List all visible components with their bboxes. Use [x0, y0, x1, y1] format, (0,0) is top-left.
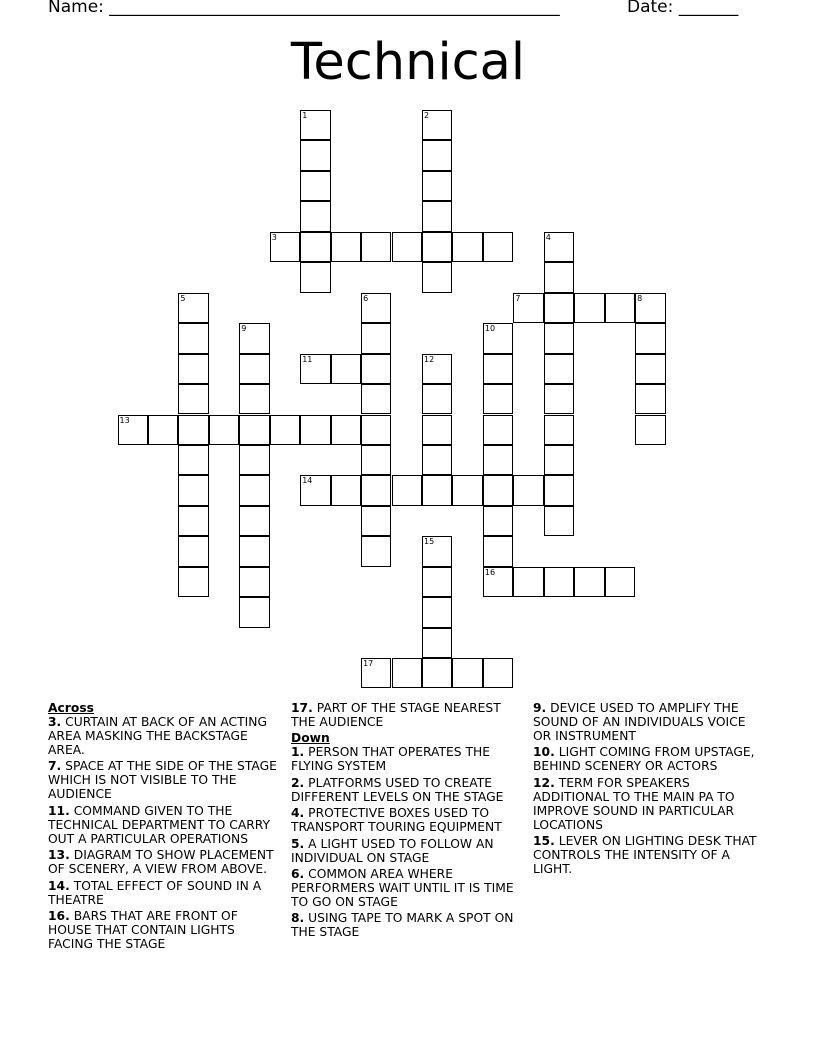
grid-cell[interactable]	[239, 536, 269, 566]
grid-cell[interactable]	[178, 354, 208, 384]
grid-cell[interactable]	[422, 658, 452, 688]
clue-item	[291, 745, 523, 773]
cell-number: 16	[484, 567, 496, 577]
clue-number: 17.	[291, 701, 313, 715]
grid-cell[interactable]	[483, 567, 513, 597]
grid-cell[interactable]	[239, 354, 269, 384]
grid-cell[interactable]	[544, 323, 574, 353]
grid-cell[interactable]	[178, 384, 208, 414]
clue-item	[48, 715, 280, 757]
clue-text: PERSON THAT OPERATES THE FLYING SYSTEM	[291, 745, 491, 774]
grid-cell[interactable]	[544, 415, 574, 445]
grid-cell[interactable]	[178, 415, 208, 445]
grid-cell[interactable]	[483, 506, 513, 536]
clue-number: 6.	[291, 866, 305, 881]
grid-cell[interactable]	[178, 323, 208, 353]
clue-item	[533, 834, 765, 876]
grid-cell[interactable]	[118, 415, 148, 445]
grid-cell[interactable]	[544, 384, 574, 414]
grid-cell[interactable]	[452, 475, 482, 505]
grid-cell[interactable]	[544, 567, 574, 597]
clue-text: TOTAL EFFECT OF SOUND IN A THEATRE	[48, 878, 262, 907]
grid-cell[interactable]	[422, 536, 452, 566]
grid-cell[interactable]	[300, 415, 330, 445]
grid-cell[interactable]	[452, 232, 482, 262]
grid-cell[interactable]	[331, 475, 361, 505]
cell-number: 17	[363, 659, 374, 669]
grid-cell[interactable]	[239, 384, 269, 414]
cell-number: 2	[424, 111, 430, 120]
clue-text: LIGHT COMING FROM UPSTAGE, BEHIND SCENERY OR ACTORS	[533, 745, 755, 774]
grid-cell[interactable]	[178, 506, 208, 536]
clue-number: 10.	[533, 745, 555, 760]
cell-number: 15	[424, 537, 435, 547]
clue-text: PART OF THE STAGE NEAREST THE AUDIENCE	[291, 701, 501, 729]
grid-cell[interactable]	[178, 293, 208, 323]
grid-cell[interactable]	[178, 536, 208, 566]
grid-cell[interactable]	[483, 384, 513, 414]
clue-number: 9.	[533, 701, 547, 715]
clue-number: 13.	[48, 848, 70, 863]
grid-cell[interactable]	[635, 415, 665, 445]
grid-cell[interactable]	[574, 567, 604, 597]
grid-cell[interactable]	[422, 597, 452, 627]
clue-item	[291, 701, 523, 729]
grid-cell[interactable]	[361, 415, 391, 445]
grid-cell[interactable]	[483, 232, 513, 262]
clue-text: PROTECTIVE BOXES USED TO TRANSPORT TOURING EQUIPMENT	[291, 806, 502, 835]
grid-cell[interactable]	[270, 232, 300, 262]
grid-cell[interactable]	[239, 567, 269, 597]
grid-cell[interactable]	[300, 171, 330, 201]
clue-text: LEVER ON LIGHTING DESK THAT CONTROLS THE INTENSITY OF A LIGHT.	[533, 834, 757, 877]
grid-cell[interactable]	[392, 475, 422, 505]
grid-cell[interactable]	[635, 323, 665, 353]
clue-column-3	[533, 701, 765, 879]
clue-number: 8.	[291, 911, 305, 926]
cell-number: 5	[180, 293, 186, 303]
clue-item	[48, 804, 280, 846]
grid-cell[interactable]	[361, 658, 391, 688]
grid-cell[interactable]	[300, 110, 330, 140]
clue-text: COMMAND GIVEN TO THE TECHNICAL DEPARTMENT TO CARRY OUT A PARTICULAR OPERATIONS	[48, 803, 271, 846]
grid-cell[interactable]	[513, 567, 543, 597]
grid-cell[interactable]	[209, 415, 239, 445]
clue-number: 5.	[291, 836, 305, 851]
grid-cell[interactable]	[331, 354, 361, 384]
grid-cell[interactable]	[544, 445, 574, 475]
grid-cell[interactable]	[422, 110, 452, 140]
grid-cell[interactable]	[544, 232, 574, 262]
grid-cell[interactable]	[270, 415, 300, 445]
grid-cell[interactable]	[422, 232, 452, 262]
grid-cell[interactable]	[178, 475, 208, 505]
clue-text: A LIGHT USED TO FOLLOW AN INDIVIDUAL ON STAGE	[291, 836, 494, 865]
clue-number: 15.	[533, 834, 555, 849]
grid-cell[interactable]	[544, 262, 574, 292]
grid-cell[interactable]	[422, 354, 452, 384]
grid-cell[interactable]	[361, 293, 391, 323]
page-title: Technical	[290, 33, 526, 92]
clue-text: COMMON AREA WHERE PERFORMERS WAIT UNTIL IT IS TIME TO GO ON STAGE	[291, 866, 514, 909]
cell-number: 13	[119, 415, 130, 425]
grid-cell[interactable]	[361, 384, 391, 414]
clue-text: USING TAPE TO MARK A SPOT ON THE STAGE	[291, 911, 514, 940]
clue-number: 11.	[48, 803, 70, 818]
grid-cell[interactable]	[483, 415, 513, 445]
grid-cell[interactable]	[422, 475, 452, 505]
grid-cell[interactable]	[361, 323, 391, 353]
clue-item	[291, 837, 523, 865]
grid-cell[interactable]	[422, 628, 452, 658]
clue-number: 7.	[48, 759, 62, 774]
grid-cell[interactable]	[361, 475, 391, 505]
cell-number: 7	[515, 293, 521, 303]
clue-number: 4.	[291, 806, 305, 821]
grid-cell[interactable]	[422, 384, 452, 414]
grid-cell[interactable]	[422, 262, 452, 292]
clue-item	[48, 879, 280, 907]
grid-cell[interactable]	[513, 293, 543, 323]
grid-cell[interactable]	[544, 293, 574, 323]
grid-cell[interactable]	[300, 354, 330, 384]
cell-number: 14	[302, 476, 313, 486]
clue-text: SPACE AT THE SIDE OF THE STAGE WHICH IS NOT VISIBLE TO THE AUDIENCE	[48, 759, 277, 802]
grid-cell[interactable]	[148, 415, 178, 445]
grid-cell[interactable]	[392, 658, 422, 688]
grid-cell[interactable]	[422, 445, 452, 475]
clue-text: BARS THAT ARE FRONT OF HOUSE THAT CONTAIN LIGHTS FACING THE STAGE	[48, 908, 238, 951]
cell-number: 6	[363, 293, 369, 303]
grid-cell[interactable]	[361, 354, 391, 384]
grid-cell[interactable]	[331, 415, 361, 445]
grid-cell[interactable]	[300, 262, 330, 292]
clue-section-heading: Across	[48, 701, 94, 715]
grid-cell[interactable]	[422, 567, 452, 597]
grid-cell[interactable]	[361, 506, 391, 536]
grid-cell[interactable]	[361, 445, 391, 475]
grid-cell[interactable]	[635, 293, 665, 323]
clue-item	[48, 909, 280, 951]
clue-text: DEVICE USED TO AMPLIFY THE SOUND OF AN INDIVIDUALS VOICE OR INSTRUMENT	[533, 701, 746, 743]
grid-cell[interactable]	[300, 475, 330, 505]
clue-number: 1.	[291, 745, 305, 760]
grid-cell[interactable]	[574, 293, 604, 323]
cell-number: 3	[271, 232, 277, 242]
grid-cell[interactable]	[422, 171, 452, 201]
grid-cell[interactable]	[635, 354, 665, 384]
grid-cell[interactable]	[544, 475, 574, 505]
grid-cell[interactable]	[483, 658, 513, 688]
grid-cell[interactable]	[239, 597, 269, 627]
grid-cell[interactable]	[422, 140, 452, 170]
grid-cell[interactable]	[239, 475, 269, 505]
clue-item	[291, 911, 523, 939]
grid-cell[interactable]	[361, 536, 391, 566]
grid-cell[interactable]	[361, 232, 391, 262]
clue-text: PLATFORMS USED TO CREATE DIFFERENT LEVELS ON THE STAGE	[291, 775, 504, 804]
grid-cell[interactable]	[178, 445, 208, 475]
grid-cell[interactable]	[483, 354, 513, 384]
grid-cell[interactable]	[544, 354, 574, 384]
grid-cell[interactable]	[300, 140, 330, 170]
grid-cell[interactable]	[483, 475, 513, 505]
clue-item	[533, 745, 765, 773]
clue-item	[48, 848, 280, 876]
grid-cell[interactable]	[300, 232, 330, 262]
cell-number: 12	[424, 354, 435, 364]
cell-number: 1	[302, 111, 308, 120]
grid-cell[interactable]	[605, 293, 635, 323]
grid-cell[interactable]	[239, 445, 269, 475]
clue-item	[291, 867, 523, 909]
grid-cell[interactable]	[635, 384, 665, 414]
clue-column-1	[48, 701, 280, 953]
cell-number: 11	[302, 354, 313, 364]
clue-number: 12.	[533, 775, 555, 790]
cell-number: 10	[484, 324, 496, 334]
clue-number: 3.	[48, 715, 62, 729]
grid-cell[interactable]	[605, 567, 635, 597]
grid-cell[interactable]	[422, 201, 452, 231]
clue-number: 14.	[48, 878, 70, 893]
name-field[interactable]: Name: _____________________________________________________	[48, 0, 560, 17]
grid-cell[interactable]	[483, 536, 513, 566]
clue-item	[533, 701, 765, 743]
grid-cell[interactable]	[239, 415, 269, 445]
grid-cell[interactable]	[300, 201, 330, 231]
clue-number: 16.	[48, 908, 70, 923]
grid-cell[interactable]	[239, 323, 269, 353]
clue-text: DIAGRAM TO SHOW PLACEMENT OF SCENERY, A VIEW FROM ABOVE.	[48, 848, 274, 877]
clue-item	[48, 759, 280, 801]
clue-text: CURTAIN AT BACK OF AN ACTING AREA MASKING THE BACKSTAGE AREA.	[48, 715, 267, 757]
clue-column-2	[291, 701, 523, 942]
grid-cell[interactable]	[392, 232, 422, 262]
cell-number: 9	[241, 324, 247, 334]
clue-text: TERM FOR SPEAKERS ADDITIONAL TO THE MAIN PA TO IMPROVE SOUND IN PARTICULAR LOCATIONS	[533, 775, 735, 832]
grid-cell[interactable]	[331, 232, 361, 262]
grid-cell[interactable]	[239, 506, 269, 536]
grid-cell[interactable]	[422, 415, 452, 445]
grid-cell[interactable]	[178, 567, 208, 597]
clue-item	[291, 776, 523, 804]
clue-item	[291, 806, 523, 834]
cell-number: 8	[637, 293, 643, 303]
grid-cell[interactable]	[544, 506, 574, 536]
grid-cell[interactable]	[452, 658, 482, 688]
grid-cell[interactable]	[513, 475, 543, 505]
clue-number: 2.	[291, 775, 305, 790]
clue-section-heading: Down	[291, 731, 330, 746]
grid-cell[interactable]	[483, 323, 513, 353]
clue-item	[533, 776, 765, 832]
grid-cell[interactable]	[483, 445, 513, 475]
date-field[interactable]: Date: _______	[627, 0, 739, 17]
cell-number: 4	[545, 232, 551, 242]
